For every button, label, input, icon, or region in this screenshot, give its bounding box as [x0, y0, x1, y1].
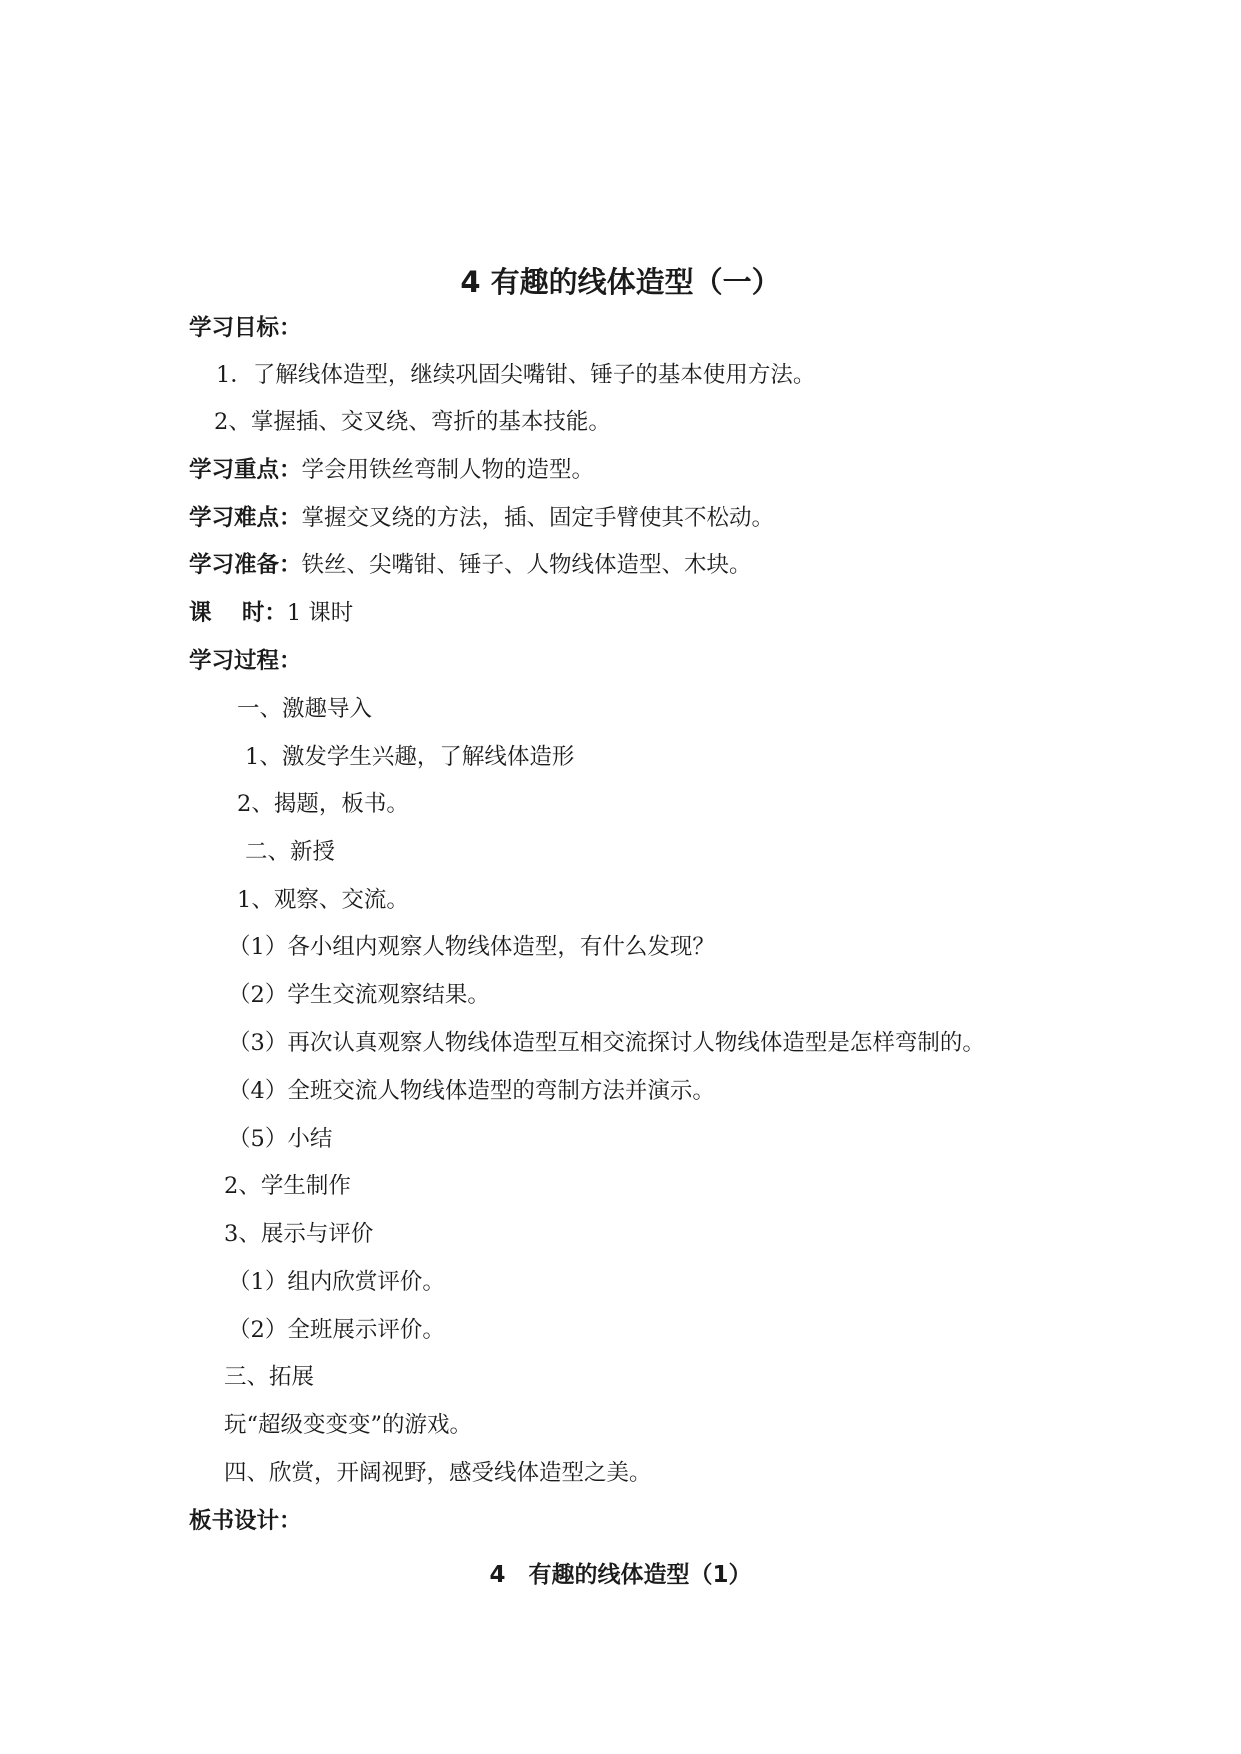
board-title: 4 有趣的线体造型（1）: [489, 1562, 752, 1588]
periods-row: [189, 598, 353, 628]
goal-item-2: 2、掌握插、交叉绕、弯折的基本技能。: [214, 409, 611, 435]
process-item: 1、激发学生兴趣，了解线体造形: [245, 744, 575, 770]
preparation-text: 铁丝、尖嘴钳、锤子、人物线体造型、木块。: [301, 552, 752, 578]
process-item: （2）全班展示评价。: [228, 1317, 445, 1343]
page-title: 4 有趣的线体造型（一）: [460, 265, 781, 299]
process-item: （5）小结: [228, 1126, 333, 1152]
difficulty-text: 掌握交叉绕的方法，插、固定手臂使其不松动。: [301, 505, 775, 531]
key-point-label: 学习重点：: [189, 457, 302, 483]
process-item: 2、学生制作: [224, 1173, 351, 1199]
process-item: 3、展示与评价: [224, 1221, 374, 1247]
process-item: 玩“超级变变变”的游戏。: [224, 1412, 473, 1438]
board-heading: 板书设计：: [189, 1508, 302, 1534]
process-item: 三、拓展: [224, 1364, 315, 1390]
preparation-label: 学习准备：: [189, 552, 302, 578]
process-item: （3）再次认真观察人物线体造型互相交流探讨人物线体造型是怎样弯制的。: [228, 1030, 985, 1056]
goal-item-1: 1．了解线体造型，继续巩固尖嘴钳、锤子的基本使用方法。: [216, 362, 816, 388]
difficulty-row: [189, 503, 774, 533]
key-point-row: [189, 455, 594, 485]
process-item: 二、新授: [245, 839, 336, 865]
process-item: （2）学生交流观察结果。: [228, 982, 490, 1008]
process-item: （1）组内欣赏评价。: [228, 1269, 445, 1295]
process-item: 1、观察、交流。: [237, 887, 409, 913]
periods-text: 1 课时: [286, 600, 354, 626]
process-item: （1）各小组内观察人物线体造型，有什么发现？: [228, 934, 715, 960]
process-heading: 学习过程：: [189, 648, 302, 674]
difficulty-label: 学习难点：: [189, 505, 302, 531]
process-item: 2、揭题，板书。: [237, 791, 409, 817]
process-item: （4）全班交流人物线体造型的弯制方法并演示。: [228, 1078, 715, 1104]
goals-heading: 学习目标：: [189, 315, 302, 341]
key-point-text: 学会用铁丝弯制人物的造型。: [301, 457, 595, 483]
periods-label: 课 时：: [189, 600, 287, 626]
preparation-row: [189, 550, 752, 580]
process-item: 一、激趣导入: [237, 696, 373, 722]
process-item: 四、欣赏，开阔视野，感受线体造型之美。: [224, 1460, 652, 1486]
